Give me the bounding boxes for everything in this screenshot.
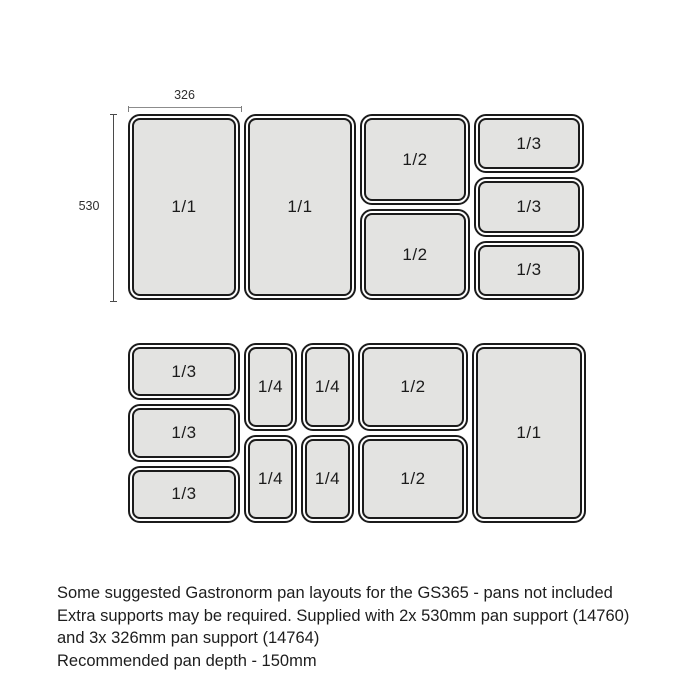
pan-well (132, 408, 236, 457)
pan-size-label: 1/2 (400, 469, 426, 488)
pan-well (132, 118, 236, 296)
pan-well (362, 439, 464, 519)
third-pan-column (474, 114, 584, 300)
pan-half-2 (358, 435, 468, 523)
half-pan-column (360, 114, 470, 300)
pan-well (248, 118, 352, 296)
pan-well (364, 213, 466, 296)
pan-layout-top (128, 114, 584, 300)
pan-well (364, 118, 466, 201)
width-dimension-line (128, 106, 242, 112)
caption-line-4: Recommended pan depth - 150mm (57, 651, 317, 670)
pan-size-label: 1/3 (171, 422, 197, 442)
pan-full-1 (128, 114, 240, 300)
pan-size-label: 1/2 (402, 149, 428, 169)
pan-well (476, 347, 582, 519)
pan-well (248, 439, 293, 519)
pan-size-label: 1/3 (516, 260, 542, 280)
pan-third-3 (474, 241, 584, 300)
pan-well (478, 118, 580, 169)
pan-size-label: 1/3 (516, 133, 542, 153)
pan-half-2 (360, 209, 470, 300)
caption (57, 582, 657, 672)
height-dimension-line (110, 114, 117, 302)
pan-half-1 (360, 114, 470, 205)
quarter-pan-column-1 (244, 343, 297, 523)
pan-quarter-2 (244, 435, 297, 523)
height-dimension-label: 530 (78, 199, 100, 213)
pan-well (132, 347, 236, 396)
pan-well (132, 470, 236, 519)
pan-third-1 (128, 343, 240, 400)
pan-size-label: 1/1 (516, 423, 542, 442)
pan-third-2 (474, 177, 584, 236)
pan-size-label: 1/3 (171, 361, 197, 381)
pan-size-label: 1/2 (402, 244, 428, 264)
pan-quarter-1 (244, 343, 297, 431)
pan-layout-bottom (128, 343, 586, 523)
quarter-pan-column-2 (301, 343, 354, 523)
width-dimension-label: 326 (174, 88, 195, 102)
pan-third-3 (128, 466, 240, 523)
pan-size-label: 1/3 (171, 484, 197, 504)
pan-third-1 (474, 114, 584, 173)
pan-size-label: 1/4 (257, 469, 284, 488)
caption-line-1: Some suggested Gastronorm pan layouts for the GS365 - pans not included (57, 584, 613, 602)
pan-full (472, 343, 586, 523)
pan-size-label: 1/1 (171, 197, 197, 216)
pan-half-1 (358, 343, 468, 431)
pan-size-label: 1/3 (516, 196, 542, 216)
pan-well (305, 347, 350, 427)
pan-well (305, 439, 350, 519)
half-pan-column (358, 343, 468, 523)
pan-full-2 (244, 114, 356, 300)
pan-well (362, 347, 464, 427)
pan-well (478, 245, 580, 296)
pan-size-label: 1/2 (400, 377, 426, 396)
caption-line-3: and 3x 326mm pan support (14764) (57, 629, 320, 647)
pan-size-label: 1/4 (257, 377, 284, 396)
pan-well (248, 347, 293, 427)
pan-size-label: 1/4 (314, 469, 341, 488)
pan-size-label: 1/4 (314, 377, 341, 396)
pan-well (478, 181, 580, 232)
pan-quarter-3 (301, 343, 354, 431)
pan-quarter-4 (301, 435, 354, 523)
pan-third-2 (128, 404, 240, 461)
caption-line-2: Extra supports may be required. Supplied with 2x 530mm pan support (14760) (57, 606, 630, 625)
pan-size-label: 1/1 (287, 197, 313, 216)
third-pan-column (128, 343, 240, 523)
